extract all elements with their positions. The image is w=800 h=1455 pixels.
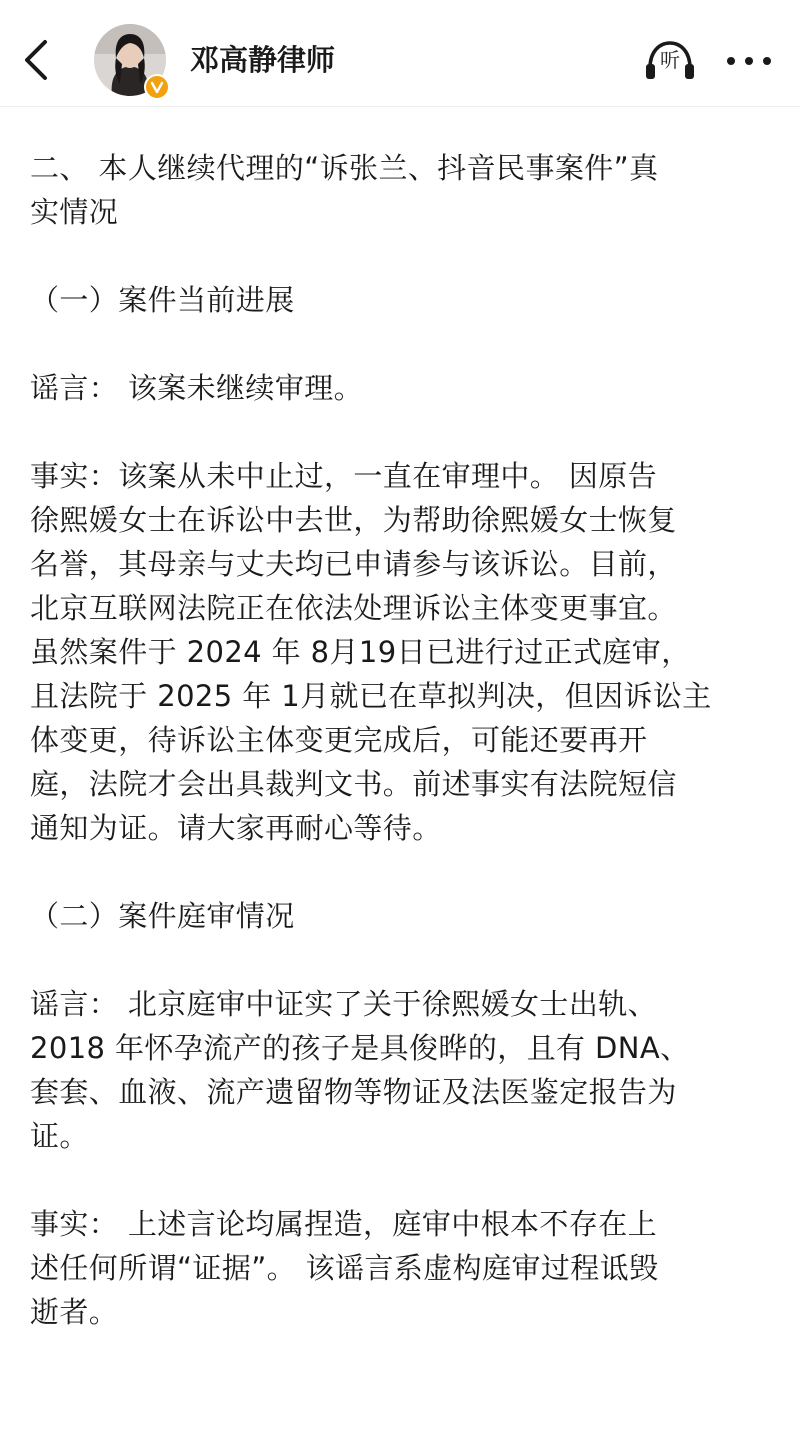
back-button[interactable] xyxy=(18,36,58,84)
top-navigation-bar xyxy=(0,0,800,107)
rumor-paragraph-1: 谣言： 该案未继续审理。 xyxy=(30,371,364,405)
fact-paragraph-1: 事实：该案从未中止过，一直在审理中。 因原告 徐熙媛女士在诉讼中去世，为帮助徐熙媛女士恢复 名誉，其母亲与丈夫均已申请参与该诉讼。目前， 北京互联网法院正在依法处理诉讼主体变更事宜。 虽然案件于 2024 年 8月19日已进行过正式庭审， 且法院于 2025 年 1月就已在草拟判决，但因诉讼主 体变更，待诉讼主体变更完成后，可能还要再开 庭，法院才会出具裁判文书。前述事实有法院短信 通知为证。请大家再耐心等待。 xyxy=(30,459,712,845)
more-button[interactable] xyxy=(724,46,774,76)
verified-badge-icon xyxy=(144,74,170,100)
section-heading-two: 二、 本人继续代理的“诉张兰、抖音民事案件”真 实情况 xyxy=(30,151,659,229)
rumor-paragraph-2: 谣言： 北京庭审中证实了关于徐熙媛女士出轨、 2018 年怀孕流产的孩子是具俊晔的，且有 DNA、 套套、血液、流产遗留物等物证及法医鉴定报告为 证。 xyxy=(30,987,690,1153)
chevron-left-icon xyxy=(18,36,58,84)
subsection-heading-progress: （一）案件当前进展 xyxy=(30,283,295,317)
subsection-heading-trial: （二）案件庭审情况 xyxy=(30,899,295,933)
listen-button[interactable] xyxy=(644,38,696,82)
article-body xyxy=(30,146,778,1334)
avatar[interactable] xyxy=(94,24,168,98)
account-name[interactable]: 邓高静律师 xyxy=(190,43,336,77)
listen-label: 听 xyxy=(660,48,680,72)
more-dots-icon xyxy=(724,46,774,76)
fact-paragraph-2: 事实： 上述言论均属捏造，庭审中根本不存在上 述任何所谓“证据”。 该谣言系虚构庭审过程诋毁 逝者。 xyxy=(30,1207,659,1329)
